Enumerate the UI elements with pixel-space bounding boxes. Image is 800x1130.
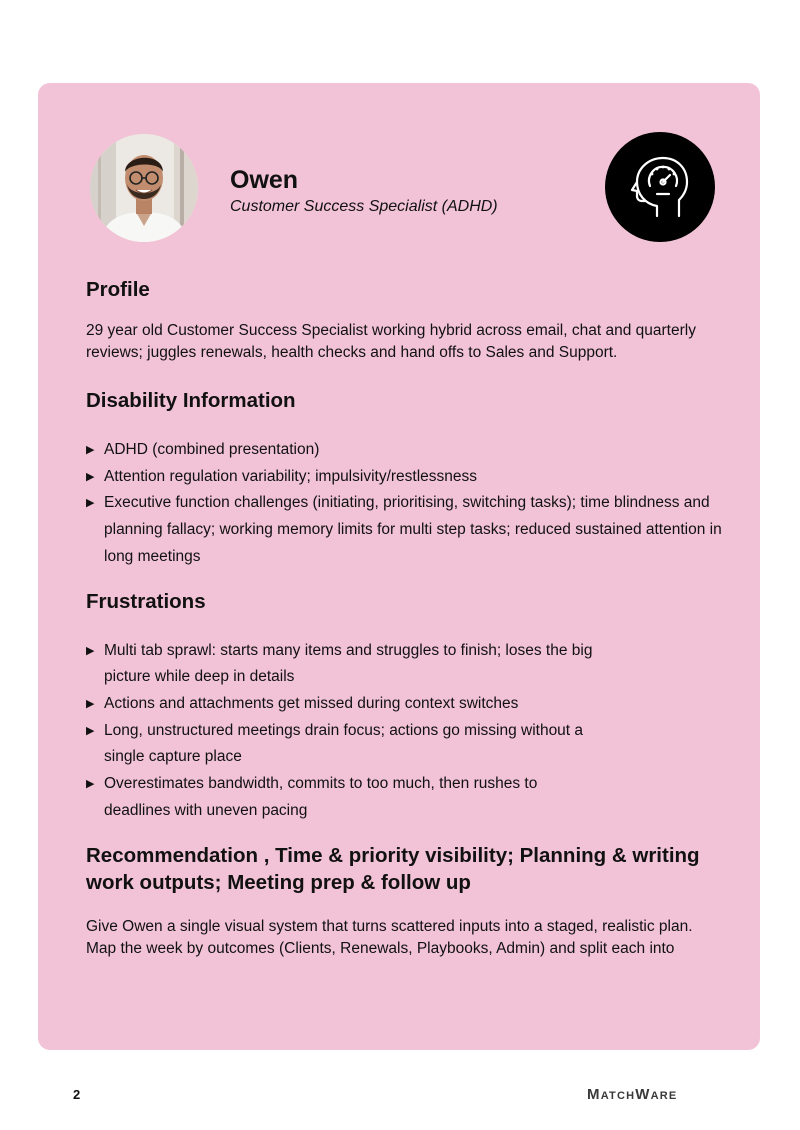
persona-content bbox=[86, 276, 726, 960]
persona-card bbox=[38, 83, 760, 1050]
section-heading-profile: Profile bbox=[86, 278, 150, 301]
brain-gauge-icon bbox=[605, 132, 715, 242]
avatar bbox=[90, 134, 198, 242]
list-item: ▶ Actions and attachments get missed during context switches bbox=[86, 691, 606, 718]
triangle-bullet-icon: ▶ bbox=[86, 644, 95, 657]
triangle-bullet-icon: ▶ bbox=[86, 497, 95, 510]
list-item: ▶ Multi tab sprawl: starts many items and struggles to finish; loses the big picture while deep in details bbox=[86, 638, 606, 691]
list-item: ▶ Executive function challenges (initiating, prioritising, switching tasks); time blindness and planning fallacy; working memory limits for multi step tasks; reduced sustained attention in long meetings bbox=[86, 490, 726, 570]
triangle-bullet-icon: ▶ bbox=[86, 697, 95, 710]
persona-role: Customer Success Specialist (ADHD) bbox=[230, 198, 498, 215]
frustrations-list bbox=[86, 638, 606, 825]
recommendation-text: Give Owen a single visual system that turns scattered inputs into a staged, realistic plan. Map the week by outcomes (Clients, Renewals, Playbooks, Admin) and split each into bbox=[86, 918, 693, 958]
section-heading-recommendation: Recommendation , Time & priority visibility; Planning & writing work outputs; Meeting prep & follow up bbox=[86, 844, 700, 895]
persona-name: Owen bbox=[230, 166, 299, 194]
triangle-bullet-icon: ▶ bbox=[86, 724, 95, 737]
triangle-bullet-icon: ▶ bbox=[86, 470, 95, 483]
page-number: 2 bbox=[73, 1087, 81, 1102]
disability-list bbox=[86, 437, 726, 571]
triangle-bullet-icon: ▶ bbox=[86, 778, 95, 791]
list-item: ▶ ADHD (combined presentation) bbox=[86, 437, 726, 464]
list-item: ▶ Long, unstructured meetings drain focus; actions go missing without a single capture place bbox=[86, 718, 606, 771]
person-photo-icon bbox=[90, 134, 198, 242]
triangle-bullet-icon: ▶ bbox=[86, 444, 95, 456]
section-heading-disability: Disability Information bbox=[86, 389, 296, 412]
profile-text: 29 year old Customer Success Specialist working hybrid across email, chat and quarterly reviews; juggles renewals, health checks and hand offs to Sales and Support. bbox=[86, 322, 696, 361]
brand-logo: MatchWare bbox=[587, 1086, 678, 1103]
list-item: ▶ Attention regulation variability; impulsivity/restlessness bbox=[86, 464, 726, 491]
list-item: ▶ Overestimates bandwidth, commits to too much, then rushes to deadlines with uneven pacing bbox=[86, 771, 606, 824]
section-heading-frustrations: Frustrations bbox=[86, 589, 206, 613]
